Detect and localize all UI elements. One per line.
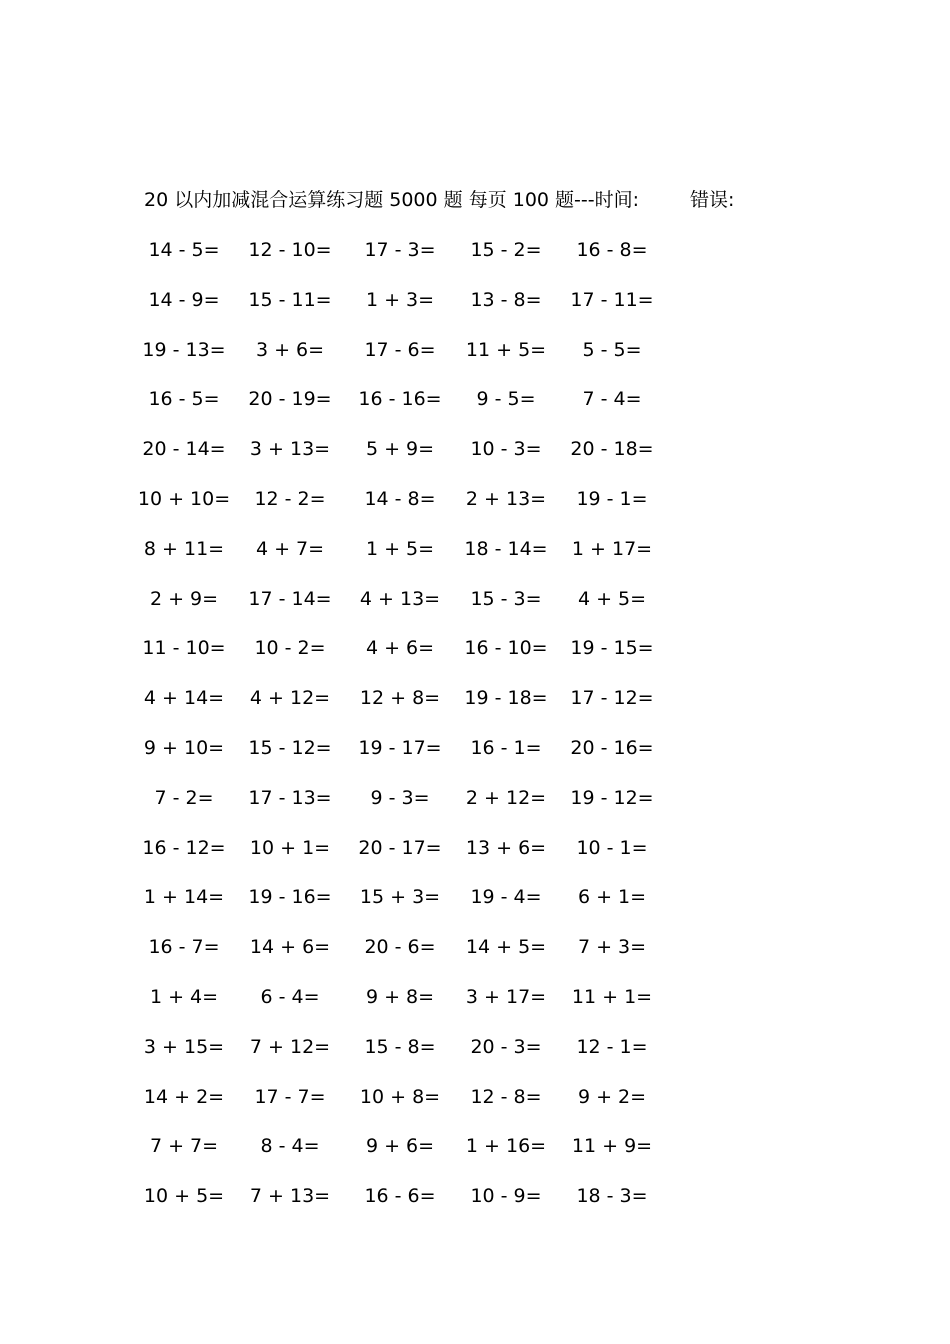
problem-item: 3 + 15= [143, 1035, 225, 1058]
problem-item: 17 - 12= [570, 687, 654, 710]
problem-row [140, 833, 700, 883]
problem-item: 19 - 18= [464, 687, 548, 710]
problem-item: 6 + 1= [577, 886, 647, 909]
problem-item: 10 - 9= [470, 1185, 542, 1208]
page-title: 20 以内加减混合运算练习题 5000 题 每页 100 题---时间: [144, 189, 640, 211]
problem-row [140, 584, 700, 634]
problem-item: 4 + 7= [255, 537, 325, 560]
problem-item: 16 - 12= [142, 836, 226, 859]
problem-row [140, 932, 700, 982]
problem-row [140, 235, 700, 285]
problem-item: 7 + 7= [149, 1135, 219, 1158]
problem-item: 19 - 12= [570, 786, 654, 809]
problem-item: 19 - 17= [358, 736, 442, 759]
problem-item: 12 - 10= [248, 239, 332, 261]
problem-item: 10 + 10= [137, 487, 231, 510]
problem-item: 16 - 7= [148, 936, 220, 959]
problem-item: 19 - 13= [142, 338, 226, 361]
problem-item: 9 + 6= [365, 1135, 435, 1158]
problem-item: 12 - 1= [576, 1035, 648, 1058]
problem-row [140, 1032, 700, 1082]
problem-item: 17 - 11= [570, 288, 654, 311]
problem-item: 14 + 5= [465, 936, 547, 959]
problem-item: 16 - 5= [148, 388, 220, 411]
problem-item: 20 - 3= [470, 1035, 542, 1058]
problem-item: 1 + 14= [143, 886, 225, 909]
problem-item: 16 - 1= [470, 736, 542, 759]
problem-item: 2 + 9= [149, 587, 219, 610]
problem-row [140, 1131, 700, 1181]
problem-item: 19 - 15= [570, 637, 654, 660]
problem-item: 15 + 3= [359, 886, 441, 909]
problem-item: 3 + 6= [255, 338, 325, 361]
problem-item: 16 - 10= [464, 637, 548, 660]
problem-item: 13 - 8= [470, 288, 542, 311]
problem-row [140, 882, 700, 932]
problem-row [137, 484, 700, 534]
problem-row [140, 1082, 700, 1132]
problem-item: 9 - 5= [476, 388, 536, 411]
problem-item: 20 - 6= [364, 936, 436, 959]
problem-item: 17 - 13= [248, 786, 332, 809]
problem-item: 11 + 5= [465, 338, 547, 361]
problem-grid [137, 235, 700, 1231]
problem-item: 12 + 8= [359, 687, 441, 710]
problem-item: 9 + 10= [143, 736, 225, 759]
problem-item: 4 + 5= [577, 587, 647, 610]
problem-item: 13 + 6= [465, 836, 547, 859]
problem-item: 17 - 6= [364, 338, 436, 361]
problem-item: 1 + 17= [571, 537, 653, 560]
problem-item: 18 - 3= [576, 1185, 648, 1208]
problem-item: 1 + 3= [365, 288, 435, 311]
problem-item: 4 + 6= [365, 637, 435, 660]
worksheet-header [144, 186, 735, 214]
problem-item: 17 - 3= [364, 239, 436, 261]
problem-row [140, 1181, 700, 1231]
problem-item: 20 - 18= [570, 438, 654, 461]
problem-item: 2 + 13= [465, 487, 547, 510]
problem-item: 15 - 8= [364, 1035, 436, 1058]
problem-item: 7 + 3= [577, 936, 647, 959]
problem-row [140, 783, 700, 833]
problem-item: 10 - 1= [576, 836, 648, 859]
problem-item: 7 + 12= [249, 1035, 331, 1058]
problem-row [140, 335, 700, 385]
problem-row [140, 384, 700, 434]
problem-item: 14 - 5= [148, 239, 220, 261]
problem-item: 7 + 13= [249, 1185, 331, 1208]
problem-item: 8 + 11= [143, 537, 225, 560]
problem-item: 7 - 4= [582, 388, 642, 411]
problem-item: 20 - 19= [248, 388, 332, 411]
problem-row [140, 982, 700, 1032]
problem-item: 10 - 2= [254, 637, 326, 660]
problem-item: 20 - 14= [142, 438, 226, 461]
problem-item: 9 - 3= [370, 786, 430, 809]
problem-item: 11 - 10= [142, 637, 226, 660]
problem-item: 6 - 4= [260, 985, 320, 1008]
problem-item: 14 - 9= [148, 288, 220, 311]
problem-item: 9 + 8= [365, 985, 435, 1008]
problem-item: 19 - 4= [470, 886, 542, 909]
problem-item: 14 + 2= [143, 1085, 225, 1108]
problem-item: 4 + 14= [143, 687, 225, 710]
problem-item: 19 - 16= [248, 886, 332, 909]
problem-row [140, 633, 700, 683]
problem-item: 8 - 4= [260, 1135, 320, 1158]
problem-item: 7 - 2= [154, 786, 214, 809]
problem-item: 16 - 8= [576, 239, 648, 261]
problem-item: 9 + 2= [577, 1085, 647, 1108]
problem-item: 20 - 17= [358, 836, 442, 859]
problem-item: 5 - 5= [582, 338, 642, 361]
problem-item: 11 + 1= [571, 985, 653, 1008]
problem-item: 5 + 9= [365, 438, 435, 461]
problem-item: 19 - 1= [576, 487, 648, 510]
problem-item: 2 + 12= [465, 786, 547, 809]
problem-item: 16 - 16= [358, 388, 442, 411]
problem-item: 15 - 2= [470, 239, 542, 261]
problem-item: 10 + 5= [143, 1185, 225, 1208]
problem-item: 17 - 7= [254, 1085, 326, 1108]
problem-item: 4 + 13= [359, 587, 441, 610]
problem-item: 15 - 3= [470, 587, 542, 610]
problem-item: 3 + 17= [465, 985, 547, 1008]
problem-item: 1 + 16= [465, 1135, 547, 1158]
problem-item: 10 + 8= [359, 1085, 441, 1108]
problem-item: 1 + 4= [149, 985, 219, 1008]
problem-item: 14 + 6= [249, 936, 331, 959]
problem-row [140, 733, 700, 783]
problem-item: 16 - 6= [364, 1185, 436, 1208]
problem-row [140, 534, 700, 584]
problem-item: 14 - 8= [364, 487, 436, 510]
problem-row [140, 285, 700, 335]
problem-item: 4 + 12= [249, 687, 331, 710]
problem-item: 10 - 3= [470, 438, 542, 461]
problem-item: 1 + 5= [365, 537, 435, 560]
problem-item: 12 - 8= [470, 1085, 542, 1108]
error-label: 错误: [690, 189, 735, 211]
problem-item: 11 + 9= [571, 1135, 653, 1158]
problem-row [140, 683, 700, 733]
problem-row [140, 434, 700, 484]
problem-item: 18 - 14= [464, 537, 548, 560]
problem-item: 17 - 14= [248, 587, 332, 610]
problem-item: 15 - 12= [248, 736, 332, 759]
problem-item: 20 - 16= [570, 736, 654, 759]
problem-item: 15 - 11= [248, 288, 332, 311]
problem-item: 10 + 1= [249, 836, 331, 859]
problem-item: 3 + 13= [249, 438, 331, 461]
problem-item: 12 - 2= [254, 487, 326, 510]
